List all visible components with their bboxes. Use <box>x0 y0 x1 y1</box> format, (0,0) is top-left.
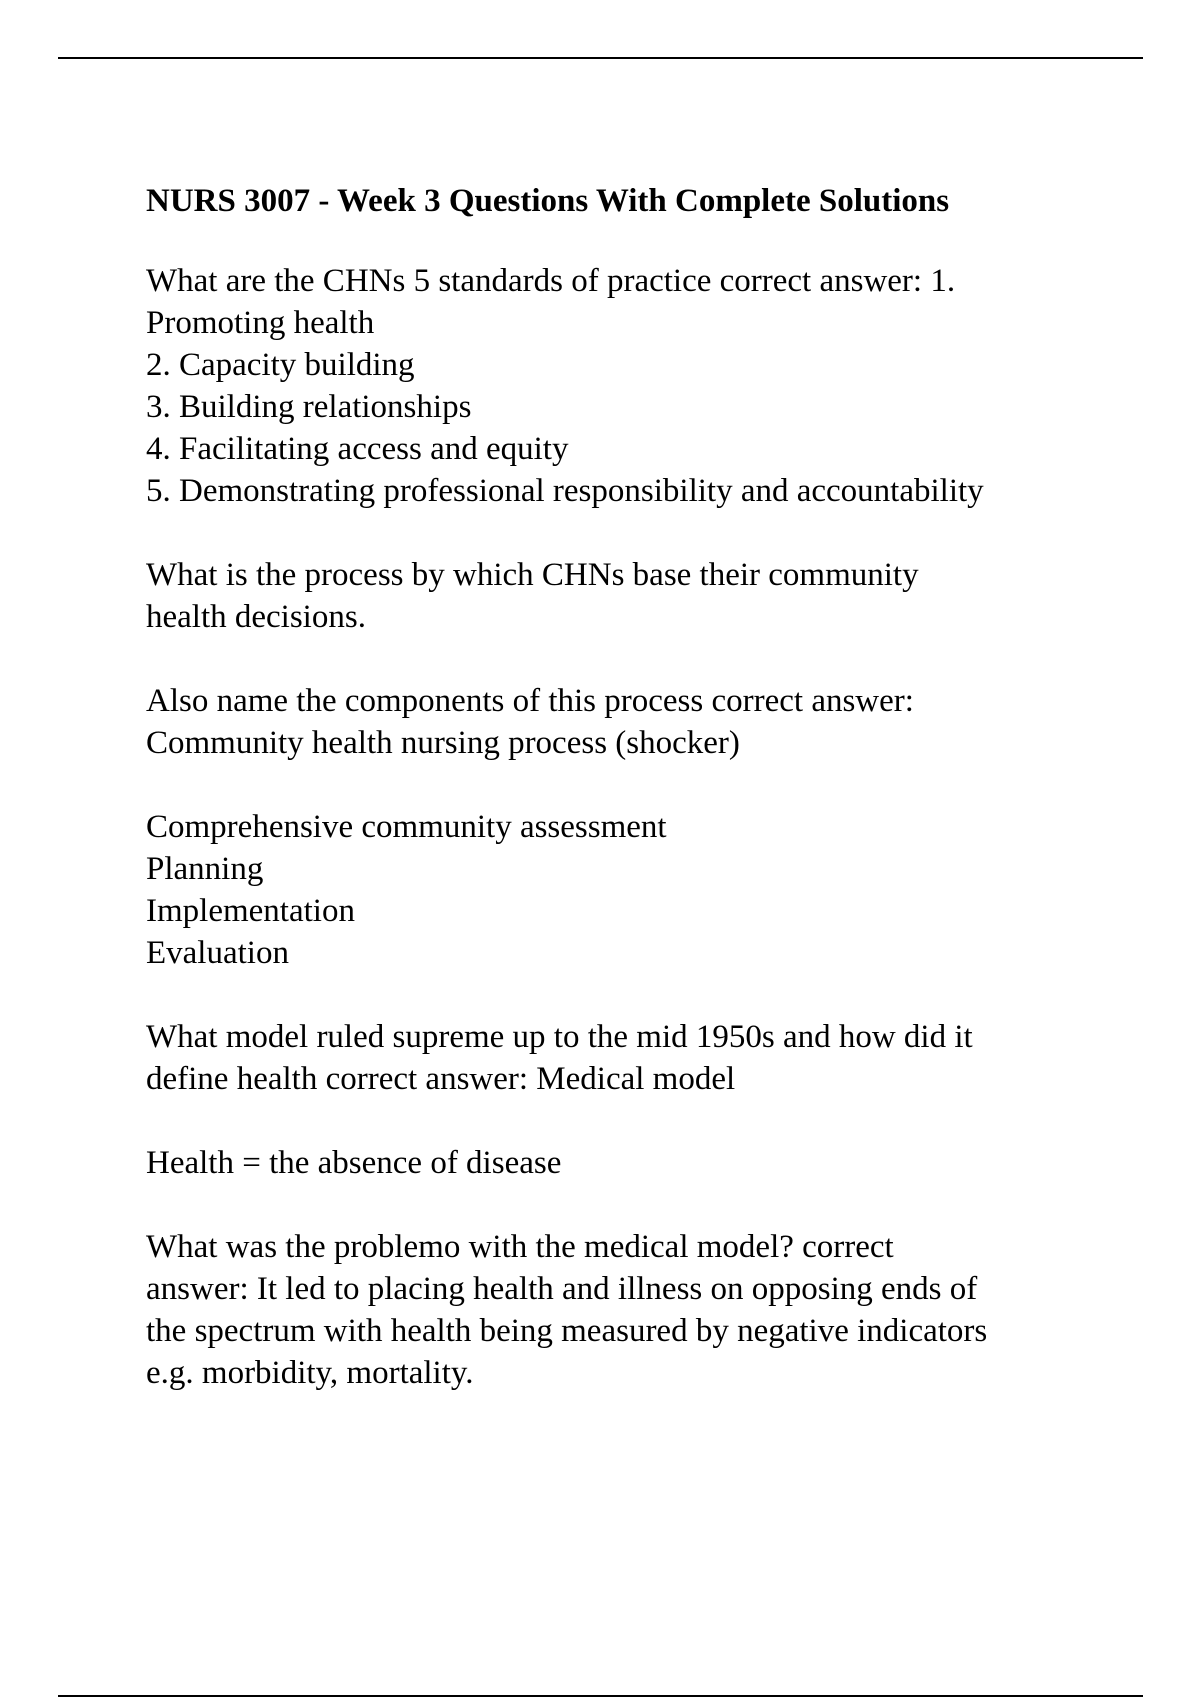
text-line: Community health nursing process (shocker) <box>146 725 740 761</box>
document-title: NURS 3007 - Week 3 Questions With Complete Solutions <box>146 183 950 219</box>
document-body <box>146 180 1096 1436</box>
text-line: What is the process by which CHNs base their community <box>146 557 919 593</box>
text-line: What model ruled supreme up to the mid 1950s and how did it <box>146 1019 973 1055</box>
text-line: e.g. morbidity, mortality. <box>146 1355 474 1391</box>
text-line: Planning <box>146 851 264 887</box>
paragraph-standards <box>146 260 1096 512</box>
text-line: Promoting health <box>146 305 375 341</box>
text-line: the spectrum with health being measured by negative indicators <box>146 1313 988 1349</box>
top-divider <box>58 57 1143 59</box>
text-line: 4. Facilitating access and equity <box>146 431 569 467</box>
text-line: Comprehensive community assessment <box>146 809 667 845</box>
text-line: 3. Building relationships <box>146 389 472 425</box>
text-line: What was the problemo with the medical model? correct <box>146 1229 894 1265</box>
paragraph-medical-model-problem <box>146 1226 1096 1394</box>
paragraph-components <box>146 680 1096 764</box>
bottom-divider <box>58 1695 1143 1697</box>
text-line: Implementation <box>146 893 355 929</box>
text-line: 5. Demonstrating professional responsibility and accountability <box>146 473 984 509</box>
paragraph-process-steps <box>146 806 1096 974</box>
text-line: answer: It led to placing health and illness on opposing ends of <box>146 1271 978 1307</box>
text-line: Evaluation <box>146 935 289 971</box>
text-line: Health = the absence of disease <box>146 1145 562 1181</box>
text-line: health decisions. <box>146 599 366 635</box>
paragraph-process-question <box>146 554 1096 638</box>
paragraph-medical-model <box>146 1016 1096 1100</box>
text-line: Also name the components of this process correct answer: <box>146 683 914 719</box>
text-line: What are the CHNs 5 standards of practice correct answer: 1. <box>146 263 956 299</box>
text-line: 2. Capacity building <box>146 347 415 383</box>
text-line: define health correct answer: Medical model <box>146 1061 736 1097</box>
paragraph-health-definition <box>146 1142 1096 1184</box>
